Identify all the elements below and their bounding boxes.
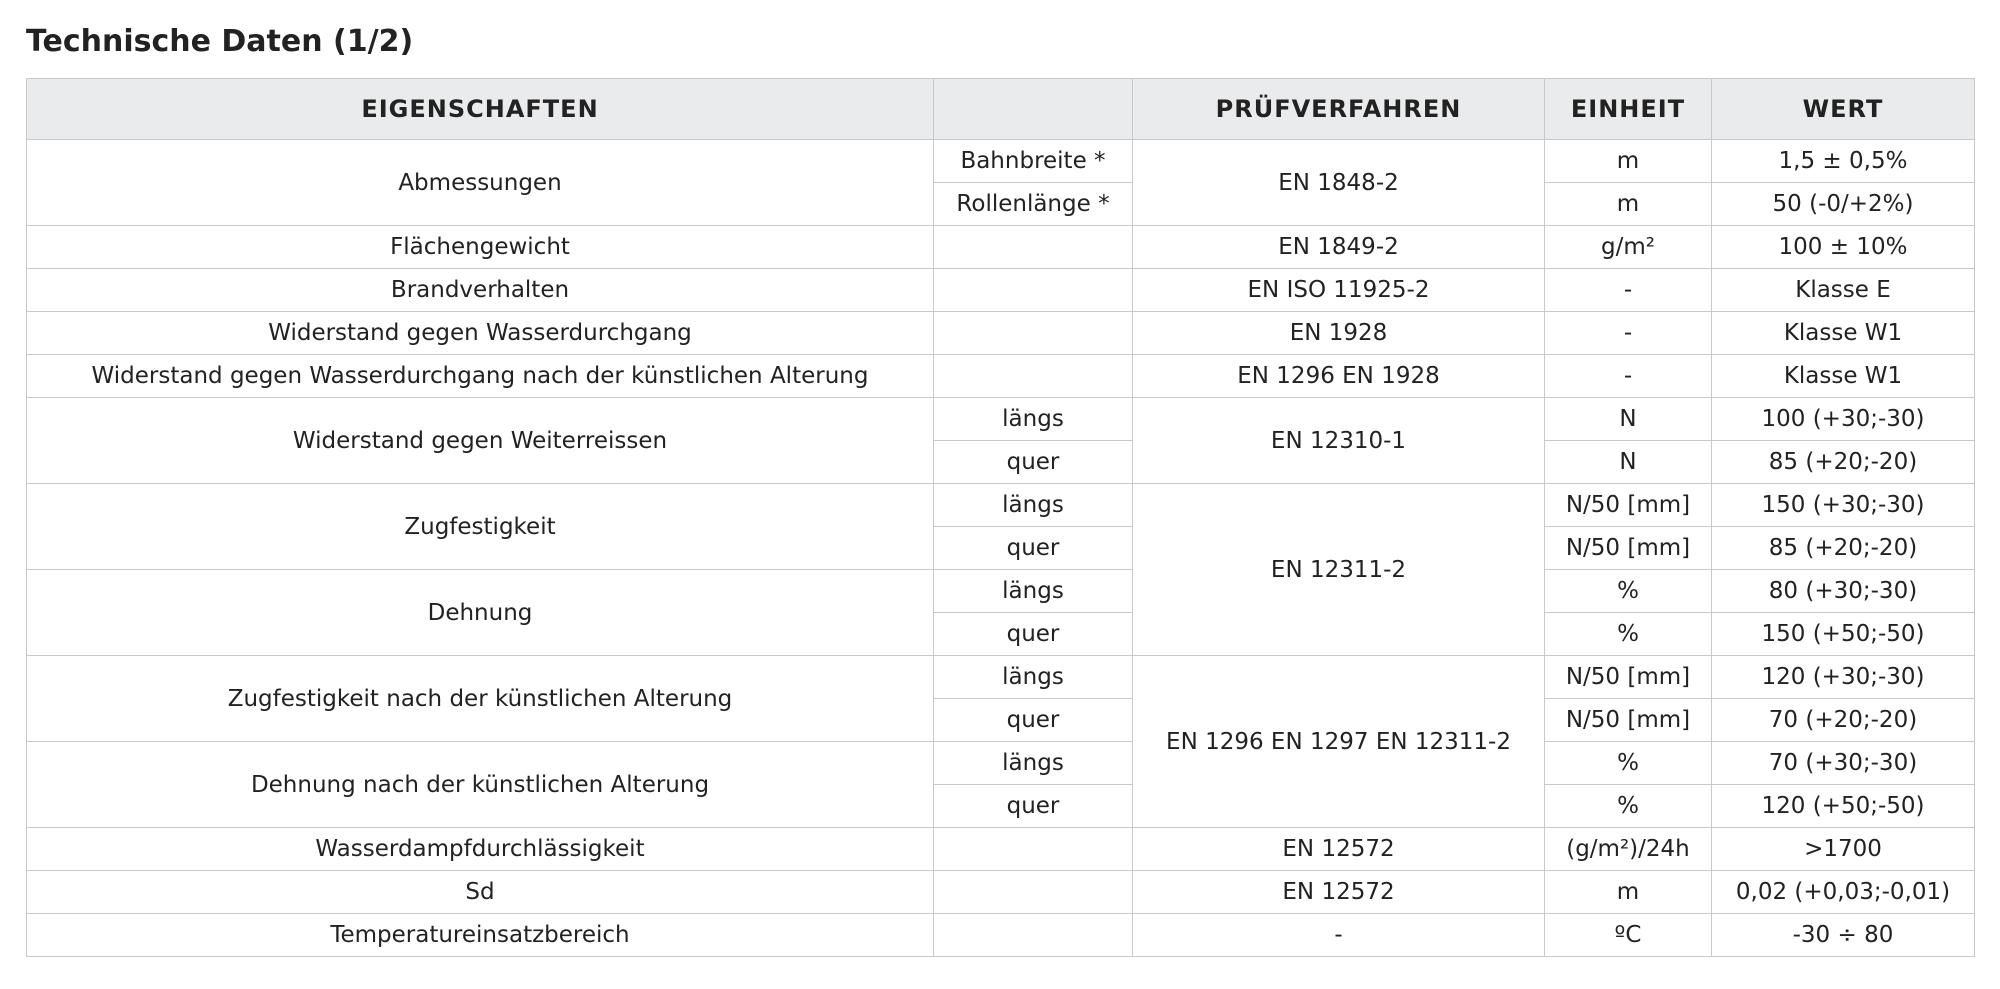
table-row bbox=[27, 355, 1975, 398]
cell-method: EN 1928 bbox=[1133, 312, 1545, 355]
table-row bbox=[27, 570, 1975, 613]
table-row bbox=[27, 312, 1975, 355]
table-row bbox=[27, 484, 1975, 527]
header-properties: EIGENSCHAFTEN bbox=[27, 79, 934, 140]
cell-value: 50 (-0/+2%) bbox=[1712, 183, 1975, 226]
table-row bbox=[27, 269, 1975, 312]
table-row bbox=[27, 871, 1975, 914]
cell-unit: % bbox=[1545, 613, 1712, 656]
header-subproperty bbox=[934, 79, 1133, 140]
cell-property: Widerstand gegen Weiterreissen bbox=[27, 398, 934, 484]
cell-method: EN 12572 bbox=[1133, 871, 1545, 914]
table-row bbox=[27, 398, 1975, 441]
cell-subproperty: quer bbox=[934, 613, 1133, 656]
cell-value: 120 (+50;-50) bbox=[1712, 785, 1975, 828]
cell-method: EN ISO 11925-2 bbox=[1133, 269, 1545, 312]
cell-property: Abmessungen bbox=[27, 140, 934, 226]
cell-method: EN 1296 EN 1297 EN 12311-2 bbox=[1133, 656, 1545, 828]
cell-unit: ºC bbox=[1545, 914, 1712, 957]
cell-subproperty: Bahnbreite * bbox=[934, 140, 1133, 183]
table-row bbox=[27, 914, 1975, 957]
cell-subproperty: quer bbox=[934, 527, 1133, 570]
cell-unit: - bbox=[1545, 269, 1712, 312]
table-row bbox=[27, 742, 1975, 785]
cell-unit: % bbox=[1545, 570, 1712, 613]
cell-property: Flächengewicht bbox=[27, 226, 934, 269]
cell-value: Klasse E bbox=[1712, 269, 1975, 312]
cell-unit: % bbox=[1545, 785, 1712, 828]
cell-value: Klasse W1 bbox=[1712, 312, 1975, 355]
cell-value: 150 (+30;-30) bbox=[1712, 484, 1975, 527]
cell-value: 0,02 (+0,03;-0,01) bbox=[1712, 871, 1975, 914]
cell-subproperty: längs bbox=[934, 570, 1133, 613]
cell-value: 70 (+30;-30) bbox=[1712, 742, 1975, 785]
cell-value: 100 ± 10% bbox=[1712, 226, 1975, 269]
cell-unit: N bbox=[1545, 441, 1712, 484]
cell-method: - bbox=[1133, 914, 1545, 957]
cell-value: -30 ÷ 80 bbox=[1712, 914, 1975, 957]
cell-unit: - bbox=[1545, 355, 1712, 398]
table-row bbox=[27, 140, 1975, 183]
cell-method: EN 12310-1 bbox=[1133, 398, 1545, 484]
cell-subproperty: Rollenlänge * bbox=[934, 183, 1133, 226]
cell-subproperty bbox=[934, 914, 1133, 957]
cell-value: 120 (+30;-30) bbox=[1712, 656, 1975, 699]
cell-method: EN 1849-2 bbox=[1133, 226, 1545, 269]
cell-unit: N/50 [mm] bbox=[1545, 699, 1712, 742]
cell-subproperty bbox=[934, 269, 1133, 312]
header-unit: EINHEIT bbox=[1545, 79, 1712, 140]
cell-subproperty: längs bbox=[934, 742, 1133, 785]
cell-value: 100 (+30;-30) bbox=[1712, 398, 1975, 441]
cell-method: EN 1848-2 bbox=[1133, 140, 1545, 226]
cell-subproperty: längs bbox=[934, 656, 1133, 699]
table-header-row bbox=[27, 79, 1975, 140]
cell-unit: N/50 [mm] bbox=[1545, 527, 1712, 570]
cell-subproperty bbox=[934, 355, 1133, 398]
cell-method: EN 12311-2 bbox=[1133, 484, 1545, 656]
cell-subproperty bbox=[934, 871, 1133, 914]
cell-value: 85 (+20;-20) bbox=[1712, 441, 1975, 484]
technical-data-table bbox=[26, 78, 1975, 957]
cell-value: 80 (+30;-30) bbox=[1712, 570, 1975, 613]
cell-subproperty bbox=[934, 312, 1133, 355]
header-value: WERT bbox=[1712, 79, 1975, 140]
cell-property: Sd bbox=[27, 871, 934, 914]
cell-property: Temperatureinsatzbereich bbox=[27, 914, 934, 957]
cell-unit: N/50 [mm] bbox=[1545, 484, 1712, 527]
cell-unit: m bbox=[1545, 871, 1712, 914]
cell-property: Dehnung nach der künstlichen Alterung bbox=[27, 742, 934, 828]
cell-property: Zugfestigkeit bbox=[27, 484, 934, 570]
cell-method: EN 12572 bbox=[1133, 828, 1545, 871]
cell-unit: N bbox=[1545, 398, 1712, 441]
cell-value: 70 (+20;-20) bbox=[1712, 699, 1975, 742]
cell-unit: (g/m²)/24h bbox=[1545, 828, 1712, 871]
cell-subproperty: quer bbox=[934, 699, 1133, 742]
cell-subproperty: quer bbox=[934, 785, 1133, 828]
cell-property: Widerstand gegen Wasserdurchgang nach der künstlichen Alterung bbox=[27, 355, 934, 398]
table-row bbox=[27, 656, 1975, 699]
cell-value: 150 (+50;-50) bbox=[1712, 613, 1975, 656]
cell-value: 85 (+20;-20) bbox=[1712, 527, 1975, 570]
cell-subproperty bbox=[934, 828, 1133, 871]
cell-method: EN 1296 EN 1928 bbox=[1133, 355, 1545, 398]
cell-value: Klasse W1 bbox=[1712, 355, 1975, 398]
cell-subproperty bbox=[934, 226, 1133, 269]
cell-unit: m bbox=[1545, 140, 1712, 183]
cell-unit: m bbox=[1545, 183, 1712, 226]
cell-property: Brandverhalten bbox=[27, 269, 934, 312]
cell-value: >1700 bbox=[1712, 828, 1975, 871]
header-test-method: PRÜFVERFAHREN bbox=[1133, 79, 1545, 140]
cell-subproperty: quer bbox=[934, 441, 1133, 484]
table-row bbox=[27, 828, 1975, 871]
cell-unit: N/50 [mm] bbox=[1545, 656, 1712, 699]
cell-value: 1,5 ± 0,5% bbox=[1712, 140, 1975, 183]
cell-property: Wasserdampfdurchlässigkeit bbox=[27, 828, 934, 871]
cell-property: Zugfestigkeit nach der künstlichen Alterung bbox=[27, 656, 934, 742]
cell-unit: % bbox=[1545, 742, 1712, 785]
cell-subproperty: längs bbox=[934, 398, 1133, 441]
page-title: Technische Daten (1/2) bbox=[26, 24, 414, 59]
cell-property: Dehnung bbox=[27, 570, 934, 656]
cell-unit: - bbox=[1545, 312, 1712, 355]
cell-property: Widerstand gegen Wasserdurchgang bbox=[27, 312, 934, 355]
table-row bbox=[27, 226, 1975, 269]
cell-subproperty: längs bbox=[934, 484, 1133, 527]
cell-unit: g/m² bbox=[1545, 226, 1712, 269]
